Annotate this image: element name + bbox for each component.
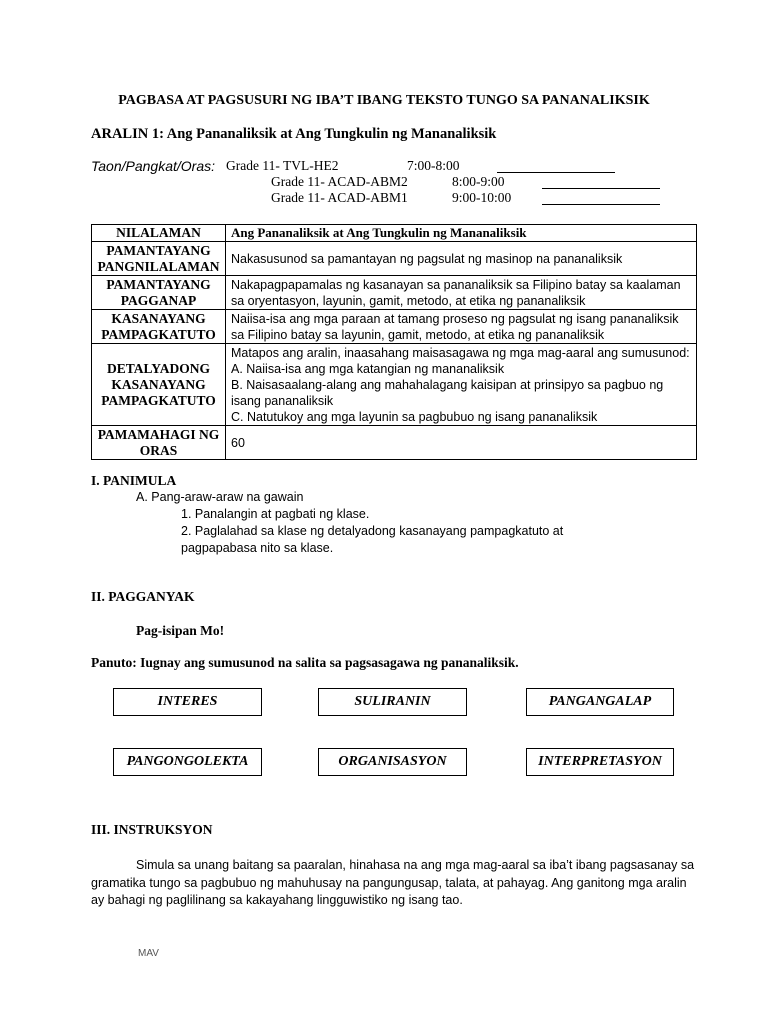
word-tile: INTERES [113, 688, 262, 716]
table-row-label [92, 310, 226, 344]
schedule-time: 8:00-9:00 [452, 174, 505, 189]
word-tile: PANGANGALAP [526, 688, 674, 716]
pagganyak-subheading: Pag-isipan Mo! [136, 623, 225, 638]
schedule-label: Taon/Pangkat/Oras: [91, 158, 216, 174]
panimula-subheading: A. Pang-araw-araw na gawain [136, 490, 304, 504]
label-line: PAMPAGKATUTO [101, 326, 216, 342]
panimula-item-continued: pagpapabasa nito sa klase. [181, 541, 334, 555]
label-line: KASANAYANG [111, 310, 206, 326]
schedule-blank-line [497, 159, 615, 173]
value-line: Naiisa-isa ang mga paraan at tamang proseso ng pagsulat ng isang pananaliksik [231, 311, 679, 326]
section-heading-instruksyon: III. INSTRUKSYON [91, 822, 213, 837]
table-row-label [92, 426, 226, 460]
schedule-grade: Grade 11- TVL-HE2 [226, 158, 339, 173]
table-row-value [226, 426, 697, 460]
table-row-value [226, 310, 697, 344]
table-header-value: Ang Pananaliksik at Ang Tungkulin ng Mananaliksik [226, 225, 697, 242]
paragraph-line: ay bahagi ng paglilinang sa kakayahang lingguwistiko ng isang tao. [91, 893, 463, 907]
table-row-label [92, 242, 226, 276]
table-row-value [226, 276, 697, 310]
label-line: PAMANTAYANG [106, 276, 211, 292]
value-line: 60 [231, 435, 245, 450]
section-heading-pagganyak: II. PAGGANYAK [91, 589, 195, 604]
word-tile: SULIRANIN [318, 688, 467, 716]
table-row [92, 276, 697, 310]
value-line: B. Naisasaalang-alang ang mahahalagang kaisipan at prinsipyo sa pagbuo ng [231, 377, 664, 392]
lesson-title: ARALIN 1: Ang Pananaliksik at Ang Tungkulin ng Mananaliksik [91, 126, 497, 142]
value-line: sa Filipino batay sa layunin, gamit, metodo, at etika ng pananaliksik [231, 327, 605, 342]
panimula-item: 1. Panalangin at pagbati ng klase. [181, 507, 370, 521]
table-header-row [92, 225, 697, 242]
table-row [92, 426, 697, 460]
paragraph-line: Simula sa unang baitang sa paaralan, hinahasa na ang mga mag-aaral sa iba’t ibang pagsasanay sa [136, 858, 695, 872]
table-row-label [92, 344, 226, 426]
panimula-item: 2. Paglalahad sa klase ng detalyadong kasanayang pampagkatuto at [181, 524, 564, 538]
paragraph-line: gramatika tungo sa pagbubuo ng mahuhusay na pangungusap, talata, at pahayag. Ang ganitong mga aralin [91, 875, 687, 890]
table-row-value [226, 344, 697, 426]
table-header-label: NILALAMAN [92, 225, 226, 242]
label-line: PANGNILALAMAN [97, 258, 220, 274]
label-line: DETALYADONG [106, 360, 211, 376]
label-line: PAMANTAYANG [106, 242, 211, 258]
schedule-grade: Grade 11- ACAD-ABM1 [271, 190, 408, 205]
table-row-label [92, 276, 226, 310]
instruksyon-paragraph [91, 857, 695, 910]
document-title: PAGBASA AT PAGSUSURI NG IBA’T IBANG TEKSTO TUNGO SA PANANALIKSIK [118, 93, 650, 108]
word-tile: PANGONGOLEKTA [113, 748, 262, 776]
schedule-grade: Grade 11- ACAD-ABM2 [271, 174, 408, 189]
value-line: sa oryentasyon, layunin, gamit, metodo, at etika ng pananaliksik [231, 293, 586, 308]
table-row-value [226, 242, 697, 276]
footer-initials: MAV [138, 948, 159, 959]
word-tile: INTERPRETASYON [526, 748, 674, 776]
word-tile: ORGANISASYON [318, 748, 467, 776]
label-line: PAMAMAHAGI NG [97, 426, 220, 442]
label-line: PAGGANAP [120, 292, 197, 308]
schedule-blank-line [542, 175, 660, 189]
value-line: A. Naiisa-isa ang mga katangian ng mananaliksik [231, 361, 505, 376]
value-line: Nakapagpapamalas ng kasanayan sa pananaliksik sa Filipino batay sa kaalaman [231, 277, 681, 292]
value-line: Nakasusunod sa pamantayan ng pagsulat ng masinop na pananaliksik [231, 251, 623, 266]
schedule-time: 7:00-8:00 [407, 158, 460, 173]
label-line: PAMPAGKATUTO [101, 392, 216, 408]
lesson-table [91, 224, 697, 460]
table-row [92, 242, 697, 276]
schedule-time: 9:00-10:00 [452, 190, 512, 205]
panuto-instruction: Panuto: Iugnay ang sumusunod na salita sa pagsasagawa ng pananaliksik. [91, 655, 519, 670]
section-heading-panimula: I. PANIMULA [91, 473, 177, 488]
value-line: C. Natutukoy ang mga layunin sa pagbubuo ng isang pananaliksik [231, 409, 598, 424]
value-line: Matapos ang aralin, inaasahang maisasagawa ng mga mag-aaral ang sumusunod: [231, 345, 690, 360]
table-row [92, 310, 697, 344]
table-row [92, 344, 697, 426]
label-line: ORAS [139, 442, 178, 458]
value-line: isang pananaliksik [231, 393, 334, 408]
label-line: KASANAYANG [111, 376, 206, 392]
schedule-blank-line [542, 191, 660, 205]
